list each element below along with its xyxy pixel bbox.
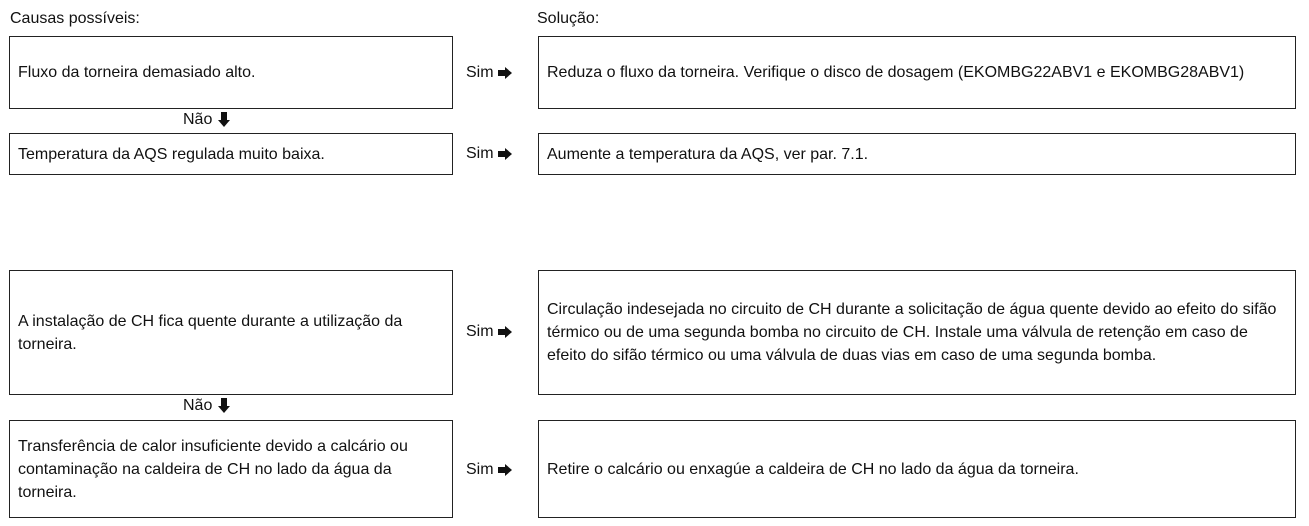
arrow-right-icon [505, 326, 512, 338]
solution-box-reduce-flow [538, 36, 1296, 109]
yes-label: Sim [466, 461, 494, 478]
cause-text: A instalação de CH fica quente durante a utilização da torneira. [18, 312, 403, 353]
cause-box-ch-heats-up [9, 270, 453, 395]
no-label: Não [183, 111, 213, 128]
yes-label: Sim [466, 323, 494, 340]
no-label: Não [183, 397, 213, 414]
cause-box-insufficient-heat-transfer [9, 420, 453, 518]
solution-header: Solução: [537, 10, 600, 27]
yes-connector [466, 461, 512, 479]
arrow-right-icon [505, 67, 512, 79]
cause-box-temperature-low [9, 133, 453, 175]
cause-text: Temperatura da AQS regulada muito baixa. [18, 145, 325, 163]
arrow-down-icon [218, 120, 230, 127]
yes-connector [466, 145, 512, 163]
solution-box-unwanted-circulation [538, 270, 1296, 395]
cause-box-flow-too-high [9, 36, 453, 109]
yes-connector [466, 323, 512, 341]
arrow-right-icon [505, 464, 512, 476]
solution-text: Circulação indesejada no circuito de CH durante a solicitação de água quente devido ao efeito do sifão térmico ou de uma segunda bomba no circuito de CH. Instale uma válvula de retenção em caso de efeito do sifão térmico ou uma válvula de duas vias em caso de uma segunda bomba. [547, 301, 1277, 364]
yes-label: Sim [466, 64, 494, 81]
solution-box-descale-boiler [538, 420, 1296, 518]
yes-label: Sim [466, 145, 494, 162]
causes-header: Causas possíveis: [10, 10, 140, 27]
yes-connector [466, 64, 512, 82]
no-connector [183, 111, 230, 129]
cause-text: Fluxo da torneira demasiado alto. [18, 64, 256, 81]
arrow-down-icon [218, 406, 230, 413]
arrow-right-icon [505, 148, 512, 160]
solution-text: Reduza o fluxo da torneira. Verifique o disco de dosagem (EKOMBG22ABV1 e EKOMBG28ABV1) [547, 64, 1245, 81]
solution-box-increase-temperature [538, 133, 1296, 175]
solution-text: Aumente a temperatura da AQS, ver par. 7.1. [547, 145, 869, 163]
cause-text: Transferência de calor insuficiente devido a calcário ou contaminação na caldeira de CH no lado da água da torneira. [18, 437, 408, 501]
no-connector [183, 397, 230, 415]
solution-text: Retire o calcário ou enxagúe a caldeira de CH no lado da água da torneira. [547, 460, 1079, 478]
